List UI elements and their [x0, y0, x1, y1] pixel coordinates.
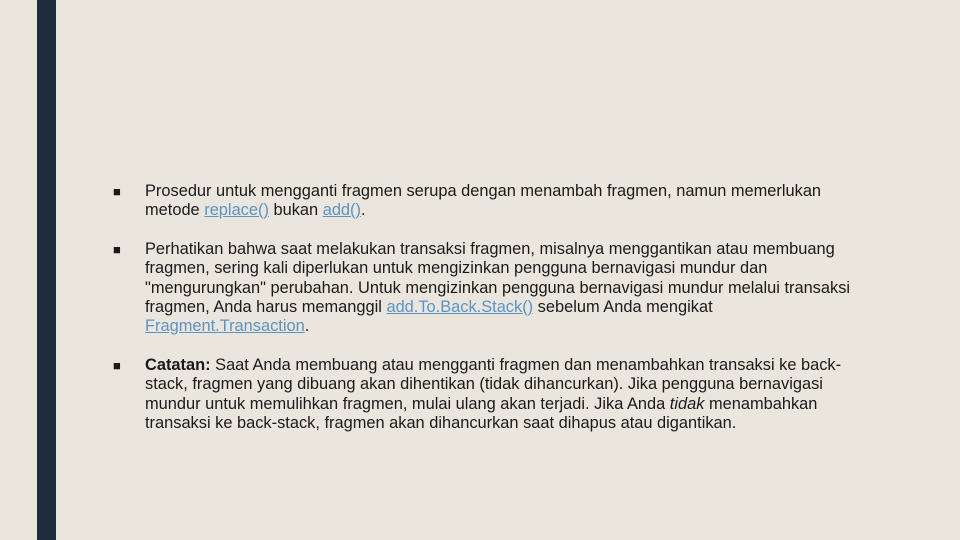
slide-content	[110, 182, 870, 453]
text-segment: sebelum Anda mengikat	[533, 297, 713, 316]
replace-link[interactable]: replace()	[204, 201, 269, 220]
text-segment: .	[360, 201, 366, 220]
bullet-text	[145, 240, 850, 335]
add-link[interactable]: add()	[322, 201, 361, 220]
bullet-item-backstack	[110, 240, 870, 336]
text-segment: Prosedur untuk mengganti fragmen serupa dengan menambah fragmen, namun memerlukan metode	[145, 182, 822, 220]
bullet-square-icon: ■	[113, 242, 121, 258]
note-label: Catatan:	[145, 356, 211, 375]
bullet-item-note	[110, 356, 870, 433]
fragment-transaction-link[interactable]: Fragment.Transaction	[145, 317, 305, 336]
text-segment: .	[304, 317, 310, 336]
text-segment: bukan	[268, 201, 323, 220]
bullet-text	[145, 356, 841, 432]
bullet-square-icon: ■	[113, 184, 121, 199]
bullet-text	[145, 182, 821, 219]
bullet-item-replace	[110, 182, 870, 221]
text-segment: menambahkan transaksi ke back-stack, fragmen akan dihancurkan saat dihapus atau digantikan.	[145, 394, 818, 432]
text-segment: Saat Anda membuang atau mengganti fragmen dan menambahkan transaksi ke back-stack, fragmen yang dibuang akan dihentikan (tidak dihancurkan). Jika pengguna bernavigasi mundur untuk memulihkan fragmen, mulai ulang akan terjadi. Jika Anda	[145, 356, 842, 413]
text-segment: Perhatikan bahwa saat melakukan transaksi fragmen, misalnya menggantikan atau membuang fragmen, sering kali diperlukan untuk mengizinkan pengguna bernavigasi mundur dan "mengurungkan" perubahan. Untuk mengizinkan pengguna bernavigasi mundur melalui transaksi fragmen, Anda harus memanggil	[145, 240, 851, 316]
bullet-square-icon: ■	[113, 358, 121, 374]
slide-sidebar-accent	[37, 0, 56, 540]
add-to-back-stack-link[interactable]: add.To.Back.Stack()	[386, 297, 534, 316]
emphasis-tidak: tidak	[669, 394, 705, 413]
